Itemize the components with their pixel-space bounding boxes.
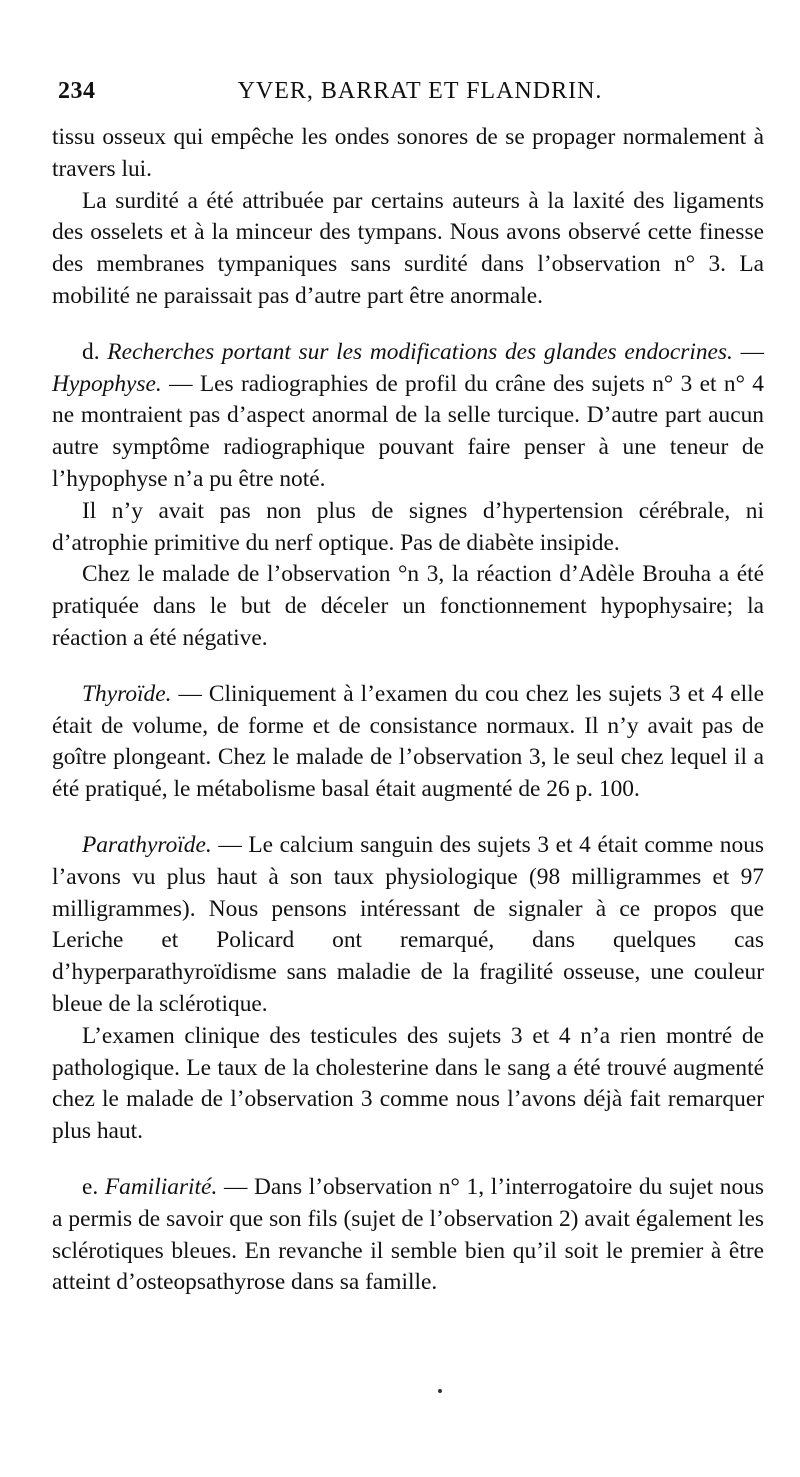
section-parathyroide — [52, 830, 764, 1021]
paragraph-surdite — [52, 186, 764, 313]
page-header — [58, 78, 762, 112]
subsection-heading: Thyroïde. — [82, 680, 172, 707]
page-number: 234 — [58, 78, 96, 104]
paragraph-text: — Les radiographies de profil du crâne des sujets n° 3 et n° 4 ne montraient pas d’aspect anormal de la selle turcique. D’autre part aucun autre symptôme radiographique pouvant faire penser à une teneur de l’hypophyse n’a pu être noté. — [52, 370, 764, 492]
heading-dash: — — [732, 338, 764, 365]
paragraph-text: Il n’y avait pas non plus de signes d’hypertension cérébrale, ni d’atrophie primitive du nerf optique. Pas de diabète insipide. — [52, 497, 764, 556]
section-heading: Recherches portant sur les modifications des glandes endocrines. — [107, 338, 733, 365]
paragraph-testicules — [52, 1021, 764, 1148]
subsection-heading: Familiarité. — [104, 1173, 218, 1200]
paragraph-text: — Le calcium sanguin des sujets 3 et 4 était comme nous l’avons vu plus haut à son taux physiologique (98 milligrammes et 97 milligrammes). Nous pensons intéressant de signaler à ce propos que Leriche et Policard ont remarqué, dans quelques cas d’hyperparathyroïdisme sans maladie de la fragilité osseuse, une couleur bleue de la sclérotique. — [52, 831, 764, 1017]
paragraph-text: — Dans l’observation n° 1, l’interrogatoire du sujet nous a permis de savoir que son fils (sujet de l’observation 2) avait également les sclérotiques bleues. En revanche il semble bien qu’il soit le premier à être atteint d’osteopsathyrose dans sa famille. — [52, 1173, 764, 1296]
paragraph-text: La surdité a été attribuée par certains auteurs à la laxité des ligaments des osselets et à la minceur des tympans. Nous avons observé cette finesse des membranes tympaniques sans surdité dans l’observation n° 3. La mobilité ne paraissait pas d’autre part être anormale. — [52, 187, 764, 309]
subsection-heading: Parathyroïde. — [82, 831, 212, 858]
paragraph-hypertension — [52, 496, 764, 560]
section-thyroide — [52, 679, 764, 806]
body-text — [52, 122, 764, 1299]
paragraph-continuation — [52, 122, 764, 186]
section-d-hypophyse — [52, 337, 764, 496]
paragraph-text: tissu osseux qui empêche les ondes sonores de se propager normalement à travers lui. — [52, 124, 764, 182]
running-title: YVER, BARRAT ET FLANDRIN. — [237, 78, 603, 104]
paragraph-text: L’examen clinique des testicules des sujets 3 et 4 n’a rien montré de pathologique. Le taux de la cholesterine dans le sang a été trouvé augmenté chez le malade de l’observation 3 comme nous l’avons déjà fait remarquer plus haut. — [52, 1022, 764, 1145]
paragraph-text: Chez le malade de l’observation °n 3, la réaction d’Adèle Brouha a été pratiquée dans le but de déceler un fonctionnement hypophysaire; la réaction a été négative. — [52, 561, 764, 651]
section-e-familiarite — [52, 1172, 764, 1299]
section-letter: d. — [82, 338, 100, 365]
section-letter: e. — [82, 1173, 99, 1200]
subsection-heading: Hypophyse. — [52, 370, 162, 397]
print-speck — [438, 1389, 442, 1393]
paragraph-brouha — [52, 559, 764, 654]
paragraph-text: — Cliniquement à l’examen du cou chez les sujets 3 et 4 elle était de volume, de forme et de consistance normaux. Il n’y avait pas de goître plongeant. Chez le malade de l’observation 3, le seul chez lequel il a été pratiqué, le métabolisme basal était augmenté de 26 p. 100. — [52, 680, 764, 803]
